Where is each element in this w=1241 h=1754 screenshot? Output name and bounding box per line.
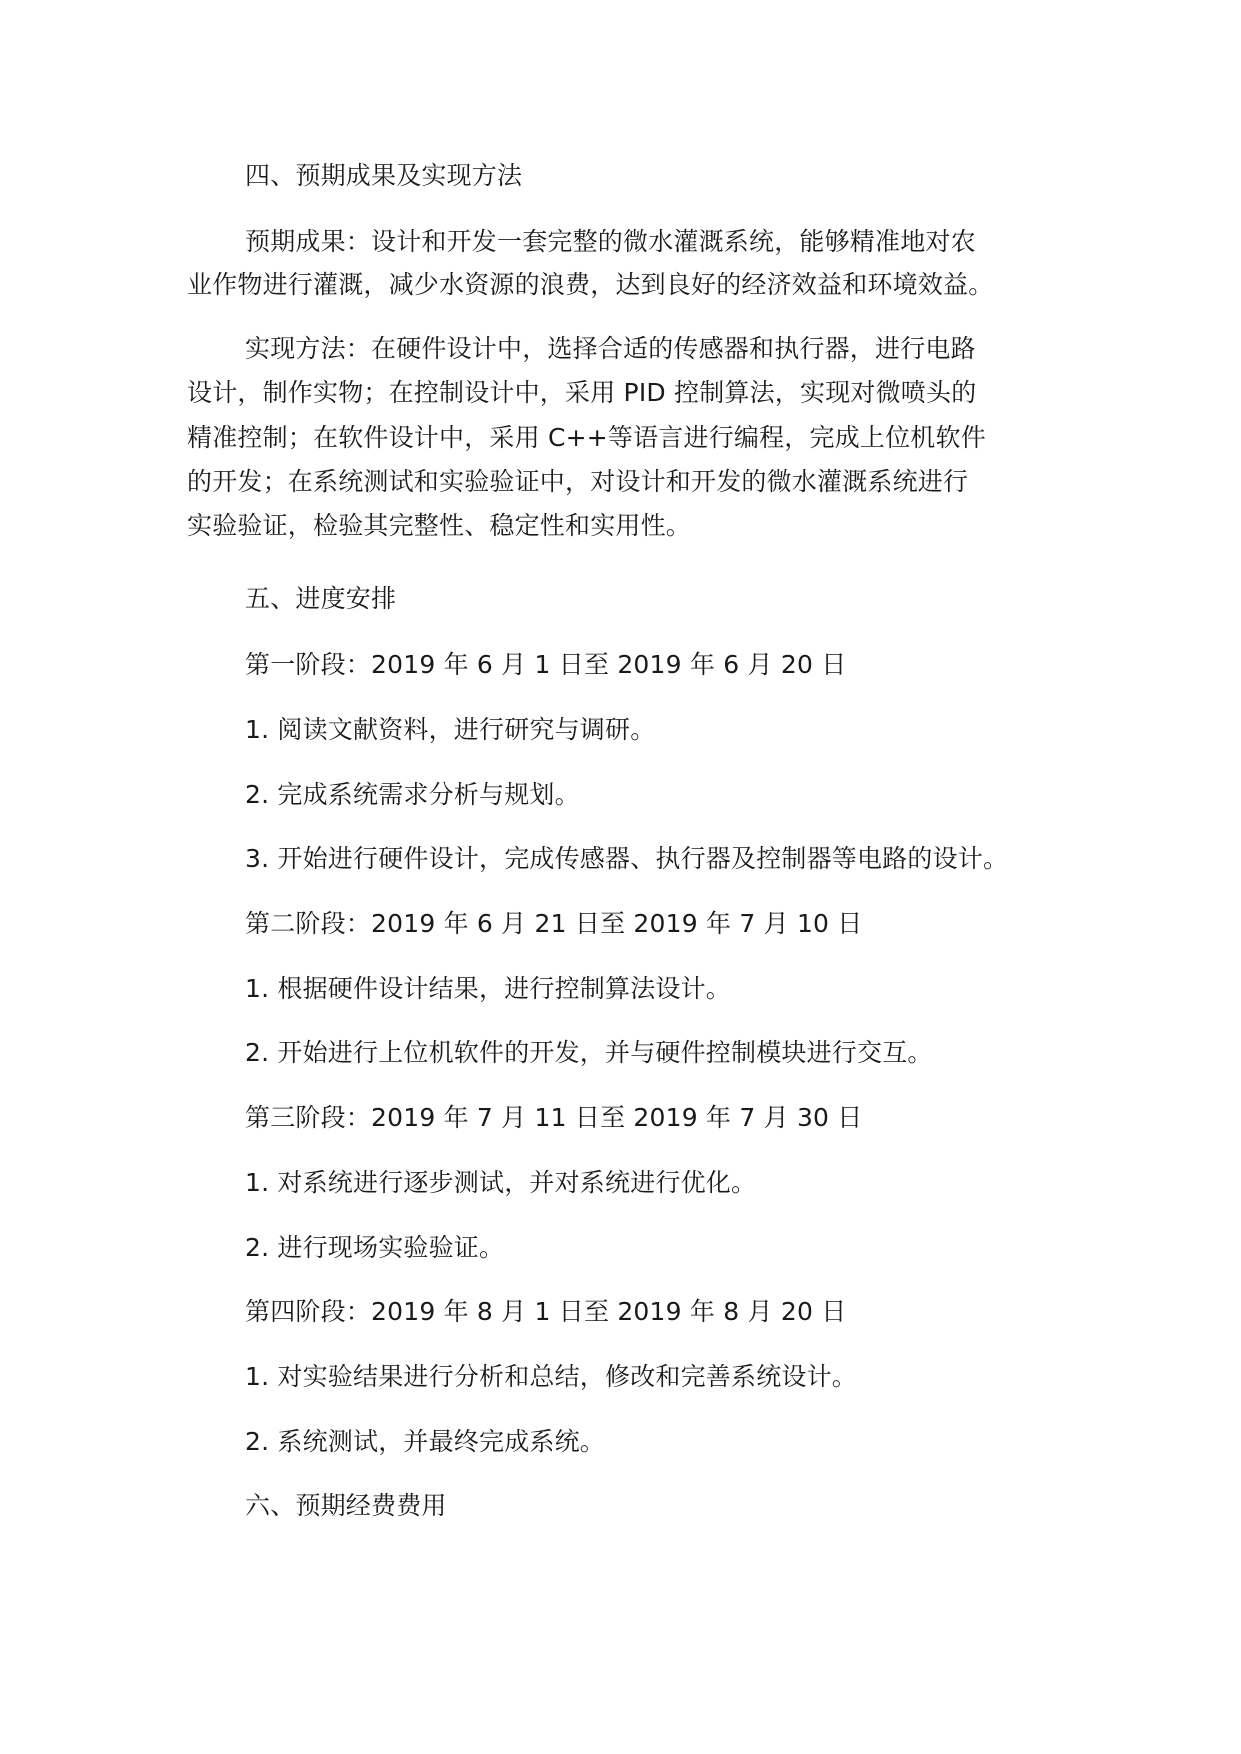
stage-title: 第三阶段：2019 年 7 月 11 日至 2019 年 7 月 30 日: [245, 1103, 863, 1132]
stage-title: 第四阶段：2019 年 8 月 1 日至 2019 年 8 月 20 日: [245, 1297, 847, 1326]
stage-item: 1. 对系统进行逐步测试，并对系统进行优化。: [245, 1168, 757, 1197]
methods-paragraph-line: 实现方法：在硬件设计中，选择合适的传感器和执行器，进行电路: [245, 334, 976, 363]
stage-item: 2. 系统测试，并最终完成系统。: [245, 1427, 606, 1456]
results-paragraph-line: 预期成果：设计和开发一套完整的微水灌溉系统，能够精准地对农: [245, 227, 976, 256]
stage-title: 第二阶段：2019 年 6 月 21 日至 2019 年 7 月 10 日: [245, 909, 863, 938]
section-heading-6: 六、预期经费费用: [245, 1491, 447, 1520]
stage-item: 1. 对实验结果进行分析和总结，修改和完善系统设计。: [245, 1362, 858, 1391]
stage-item: 2. 进行现场实验验证。: [245, 1233, 505, 1262]
stage-item: 3. 开始进行硬件设计，完成传感器、执行器及控制器等电路的设计。: [245, 844, 1009, 873]
methods-paragraph-line: 精准控制；在软件设计中，采用 C++等语言进行编程，完成上位机软件: [187, 423, 986, 452]
stage-item: 2. 完成系统需求分析与规划。: [245, 780, 580, 809]
stage-title: 第一阶段：2019 年 6 月 1 日至 2019 年 6 月 20 日: [245, 650, 847, 679]
methods-paragraph-line: 的开发；在系统测试和实验验证中，对设计和开发的微水灌溉系统进行: [187, 467, 969, 496]
section-heading-5: 五、进度安排: [245, 584, 397, 613]
stage-item: 1. 阅读文献资料，进行研究与调研。: [245, 715, 656, 744]
methods-paragraph-line: 设计，制作实物；在控制设计中，采用 PID 控制算法，实现对微喷头的: [187, 378, 977, 407]
stage-item: 2. 开始进行上位机软件的开发，并与硬件控制模块进行交互。: [245, 1038, 933, 1067]
section-heading-4: 四、预期成果及实现方法: [245, 161, 523, 190]
stage-item: 1. 根据硬件设计结果，进行控制算法设计。: [245, 974, 732, 1003]
methods-paragraph-line: 实验验证，检验其完整性、稳定性和实用性。: [187, 511, 692, 540]
results-paragraph-line: 业作物进行灌溉，减少水资源的浪费，达到良好的经济效益和环境效益。: [187, 270, 994, 299]
